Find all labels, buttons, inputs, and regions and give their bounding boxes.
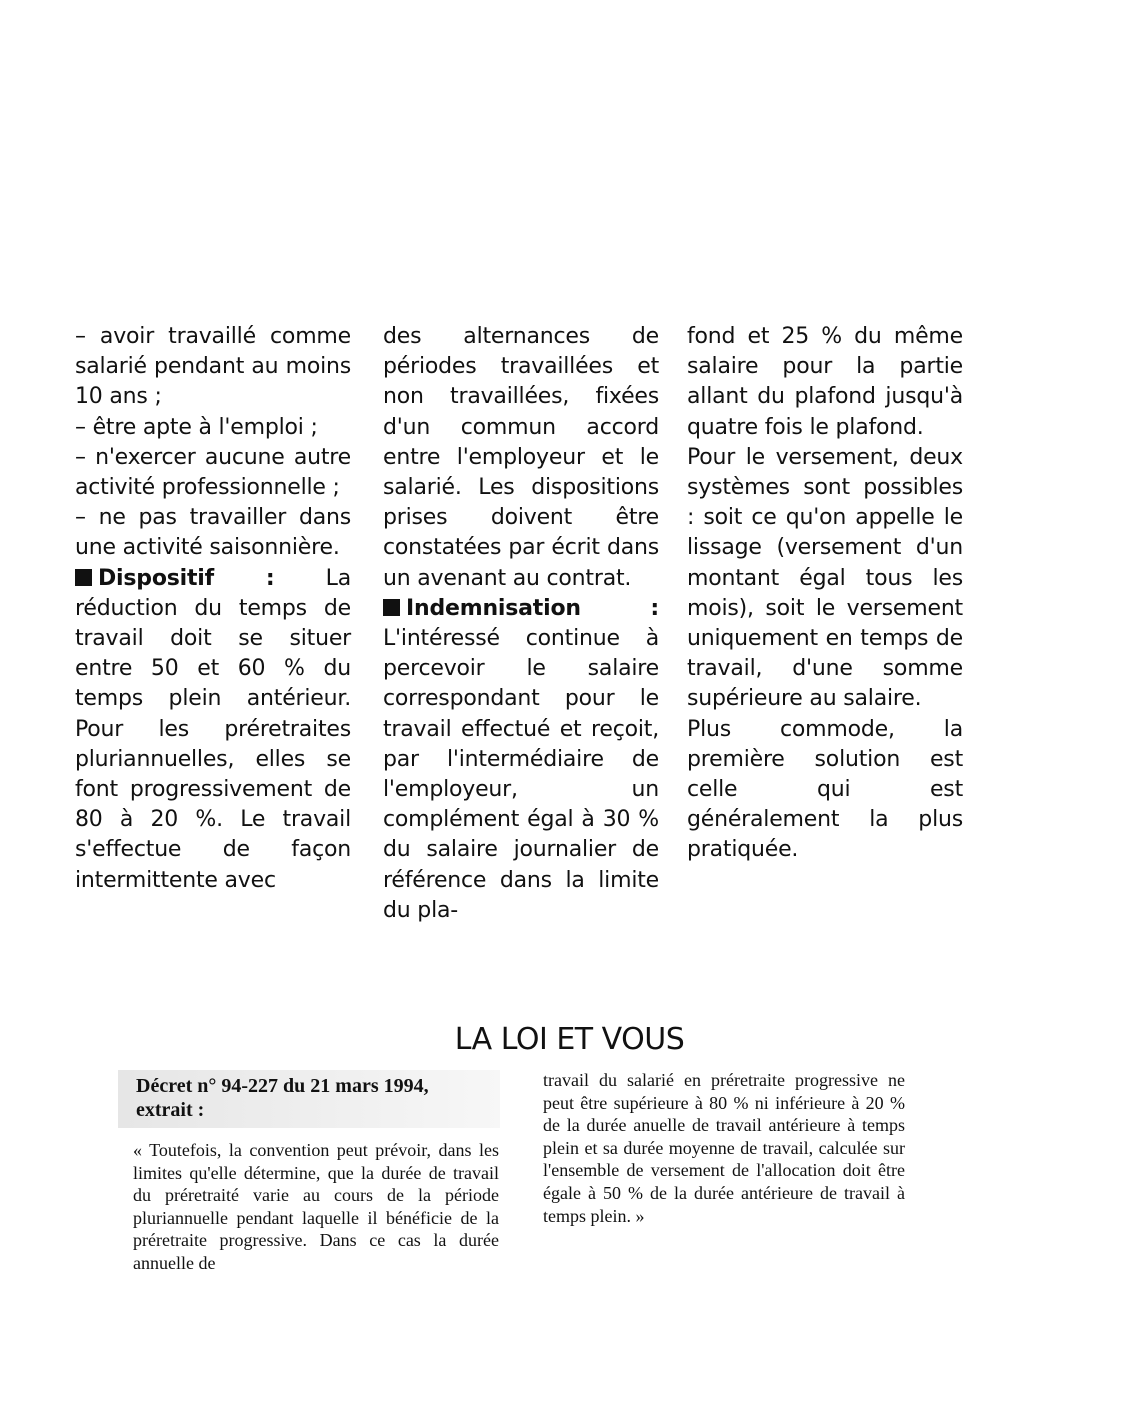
article-column-2 bbox=[383, 322, 659, 926]
condition-item: – avoir travaillé comme salarié pendant au moins 10 ans ; bbox=[75, 324, 351, 410]
article-column-3 bbox=[687, 322, 963, 866]
condition-item: – n'exercer aucune autre activité professionnelle ; bbox=[75, 444, 351, 501]
indemnisation-lead: Indemnisation : bbox=[406, 595, 659, 621]
square-bullet-icon bbox=[75, 569, 92, 586]
plafond-paragraph: fond et 25 % du même salaire pour la partie allant du plafond jusqu'à quatre fois le plafond. bbox=[687, 324, 963, 440]
versement-paragraph: Pour le versement, deux systèmes sont possibles : soit ce qu'on appelle le lissage (versement d'un montant égal tous les mois), soit le versement uniquement en temps de travail, d'une somme supérieure au salaire. bbox=[687, 444, 963, 712]
dispositif-paragraph bbox=[75, 564, 351, 896]
dispositif-text: La réduction du temps de travail doit se situer entre 50 et 60 % du temps plein antérieur. Pour les préretraites pluriannuelles, elles se font progressivement de 80 à 20 %. Le travail s'effectue de façon intermittente avec bbox=[75, 565, 351, 893]
solution-paragraph: Plus commode, la première solution est celle qui est généralement la plus pratiquée. bbox=[687, 716, 963, 863]
decree-heading-line: extrait : bbox=[136, 1099, 205, 1121]
article-column-1 bbox=[75, 322, 351, 896]
dispositif-lead: Dispositif : bbox=[98, 565, 275, 591]
condition-item: – être apte à l'emploi ; bbox=[75, 414, 318, 440]
section-title: LA LOI ET VOUS bbox=[454, 1022, 685, 1057]
decree-heading-line: Décret n° 94-227 du 21 mars 1994, bbox=[136, 1075, 429, 1097]
indemnisation-text: L'intéressé continue à percevoir le salaire correspondant pour le travail effectué et reçoit, par l'intermédiaire de l'employeur, un complément égal à 30 % du salaire journalier de référence dans la limite du pla- bbox=[383, 626, 659, 923]
indemnisation-paragraph bbox=[383, 594, 659, 926]
decree-heading bbox=[118, 1070, 500, 1128]
condition-item: – ne pas travailler dans une activité saisonnière. bbox=[75, 505, 351, 561]
alternance-paragraph: des alternances de périodes travaillées et non travaillées, fixées d'un commun accord entre l'employeur et le salarié. Les dispositions prises doivent être constatées par écrit dans un avenant au contrat. bbox=[383, 324, 659, 591]
decree-text-left: « Toutefois, la convention peut prévoir, dans les limites qu'elle détermine, que la durée de travail du préretraité varie au cours de la période pluriannuelle pendant laquelle il bénéficie de la préretraite progressive. Dans ce cas la durée annuelle de bbox=[133, 1140, 499, 1273]
decree-text-right: travail du salarié en préretraite progressive ne peut être supérieure à 80 % ni inférieure à 20 % de la durée anuelle de travail antérieure à temps plein et sa durée moyenne de travail, calculée sur l'ensemble de versement de l'allocation doit être égale à 50 % de la durée antérieure de travail à temps plein. » bbox=[543, 1070, 905, 1226]
square-bullet-icon bbox=[383, 599, 400, 616]
